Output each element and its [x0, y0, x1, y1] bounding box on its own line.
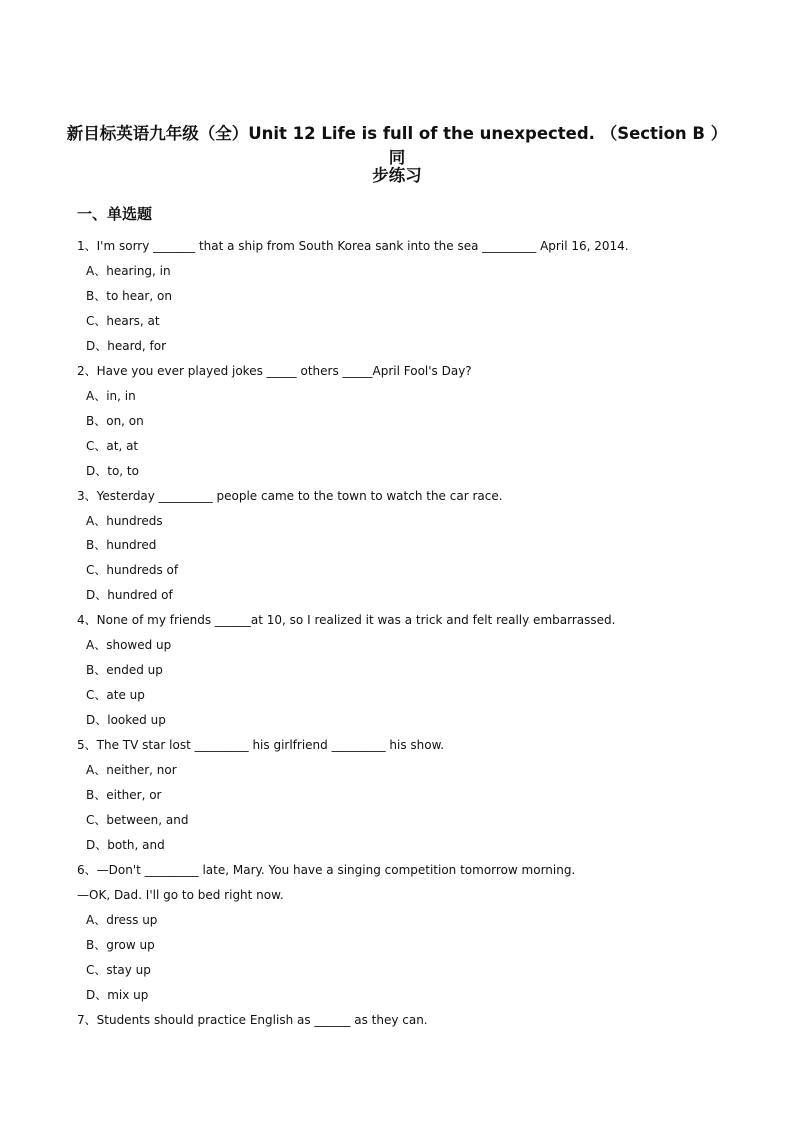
- question-1-option-c: C、hears, at: [86, 314, 160, 328]
- question-3-option-b: B、hundred: [86, 538, 157, 552]
- question-6-option-a: A、dress up: [86, 913, 158, 927]
- question-3-option-d: D、hundred of: [86, 588, 173, 602]
- question-6-option-b: B、grow up: [86, 938, 155, 952]
- question-1-stem: 1、I'm sorry _______ that a ship from South Korea sank into the sea _________ April 16, 2014.: [77, 239, 629, 253]
- question-2-option-b: B、on, on: [86, 414, 144, 428]
- question-6-option-c: C、stay up: [86, 963, 151, 977]
- document-title-line-2: 步练习: [372, 166, 422, 185]
- question-3-option-a: A、hundreds: [86, 514, 163, 528]
- question-2-stem: 2、Have you ever played jokes _____ others _____April Fool's Day?: [77, 364, 472, 378]
- question-4-option-c: C、ate up: [86, 688, 145, 702]
- question-7-stem: 7、Students should practice English as ______ as they can.: [77, 1013, 428, 1027]
- question-5-stem: 5、The TV star lost _________ his girlfriend _________ his show.: [77, 738, 445, 752]
- question-1-option-a: A、hearing, in: [86, 264, 171, 278]
- question-6-stem: 6、—Don't _________ late, Mary. You have a singing competition tomorrow morning.: [77, 863, 576, 877]
- section-heading: 一、单选题: [77, 205, 153, 223]
- question-4-stem: 4、None of my friends ______at 10, so I realized it was a trick and felt really embarrassed.: [77, 613, 616, 627]
- question-6-option-d: D、mix up: [86, 988, 149, 1002]
- document-title-line-1: 新目标英语九年级（全）Unit 12 Life is full of the unexpected. （Section B ）同: [66, 124, 728, 167]
- question-1-option-b: B、to hear, on: [86, 289, 172, 303]
- question-4-option-d: D、looked up: [86, 713, 166, 727]
- question-1-option-d: D、heard, for: [86, 339, 167, 353]
- question-3-stem: 3、Yesterday _________ people came to the town to watch the car race.: [77, 489, 503, 503]
- question-6-dialogue-reply: —OK, Dad. I'll go to bed right now.: [77, 888, 284, 902]
- question-2-option-d: D、to, to: [86, 464, 139, 478]
- question-5-option-d: D、both, and: [86, 838, 165, 852]
- question-5-option-b: B、either, or: [86, 788, 162, 802]
- question-5-option-c: C、between, and: [86, 813, 189, 827]
- question-2-option-c: C、at, at: [86, 439, 139, 453]
- question-5-option-a: A、neither, nor: [86, 763, 177, 777]
- question-4-option-a: A、showed up: [86, 638, 172, 652]
- question-2-option-a: A、in, in: [86, 389, 136, 403]
- question-4-option-b: B、ended up: [86, 663, 163, 677]
- question-3-option-c: C、hundreds of: [86, 563, 179, 577]
